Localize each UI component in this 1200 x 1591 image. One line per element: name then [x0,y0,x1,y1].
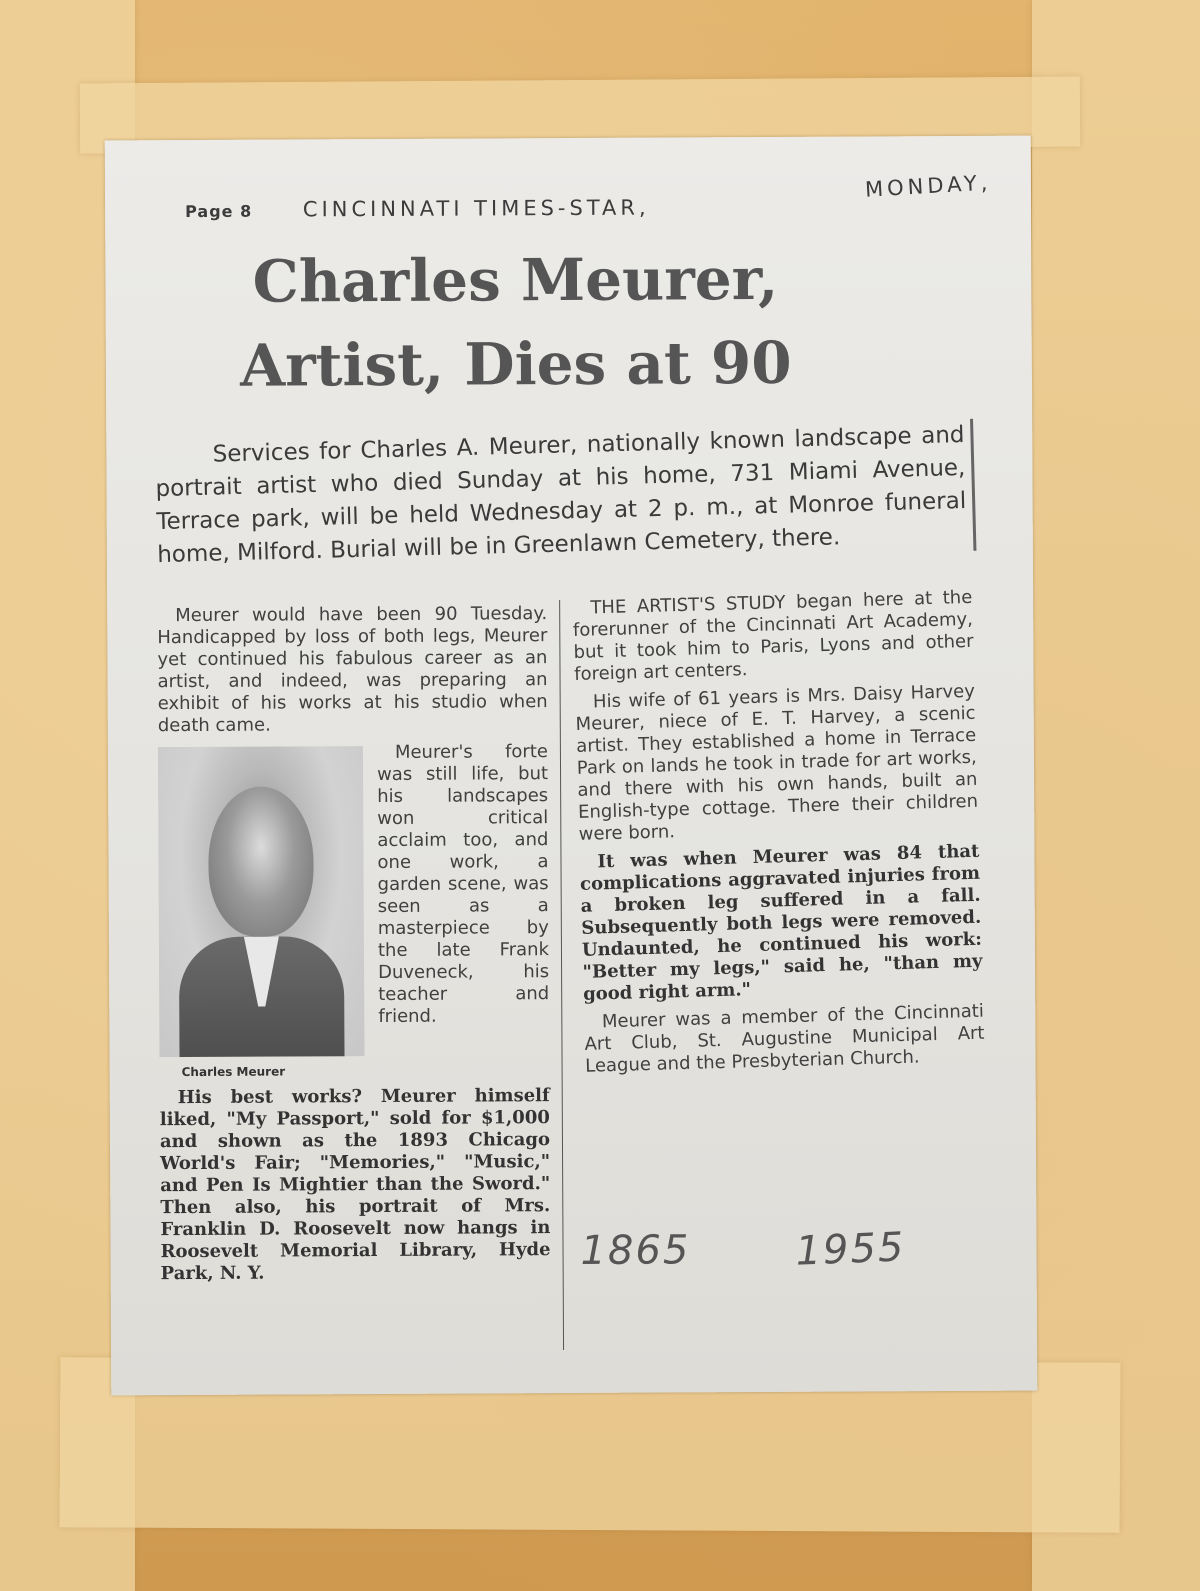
headline [165,236,866,408]
intro-paragraph: Meurer would have been 90 Tuesday. Handicapped by loss of both legs, Meurer yet continued his fabulous career as an artist, and indeed, was preparing an exhibit of his works at his studio when death came. [157,603,548,737]
page-number: Page 8 [185,201,253,222]
portrait-photo [158,746,365,1057]
newspaper-clipping [105,136,1038,1396]
injury-paragraph: It was when Meurer was 84 that complications aggravated injuries from a broken leg suffered in a fall. Subsequently both legs were removed. Undaunted, he continued his work: "Better my legs," said he, "than my good right arm." [579,840,983,1005]
handwritten-dates [580,1226,940,1274]
headline-line-1: Charles Meurer, [252,244,779,316]
column-divider [559,600,564,1350]
birth-year: 1865 [580,1227,691,1274]
study-paragraph: THE ARTIST'S STUDY began here at the forerunner of the Cincinnati Art Academy, but it took him to Paris, Lyons and other foreign art centers. [572,586,974,685]
right-column [572,587,985,1084]
photo-caption: Charles Meurer [181,1064,286,1080]
left-column [157,603,551,1291]
lede-paragraph: Services for Charles A. Meurer, nationally known landscape and portrait artist who died Sunday at his home, 731 Miami Avenue, Terrace park, will be held Wednesday at 2 p. m., at Monroe funeral home, Milford. Burial will be in Greenlawn Cemetery, there. [154,419,976,572]
death-year: 1955 [794,1224,906,1275]
masthead [185,170,1025,222]
member-paragraph: Meurer was a member of the Cincinnati Art Club, St. Augustine Municipal Art League and the Presbyterian Church. [584,1000,985,1077]
forte-paragraph: Meurer's forte was still life, but his landscapes won critical acclaim too, and one work, a garden scene, was seen as a masterpiece by the late Frank Duveneck, his teacher and friend. [376,741,550,1028]
headline-line-2: Artist, Dies at 90 [239,328,792,400]
portrait-face [208,786,314,937]
masthead-day: MONDAY, [864,170,992,202]
newspaper-name: CINCINNATI TIMES-STAR, [302,195,650,222]
best-works-paragraph: His best works? Meurer himself liked, "My Passport," sold for $1,000 and shown as the 1893 Chicago World's Fair; "Memories," "Music," and Pen Is Mightier than the Sword." Then also, his portrait of Mrs. Franklin D. Roosevelt now hangs in Roosevelt Memorial Library, Hyde Park, N. Y. [159,1085,551,1285]
tape-strip-right [1032,0,1200,1591]
wife-paragraph: His wife of 61 years is Mrs. Daisy Harvey Meurer, niece of E. T. Harvey, a scenic artist. They established a home in Terrace Park on lands he took in trade for art works, and there with his own hands, built an English-type cottage. There their children were born. [575,680,979,845]
